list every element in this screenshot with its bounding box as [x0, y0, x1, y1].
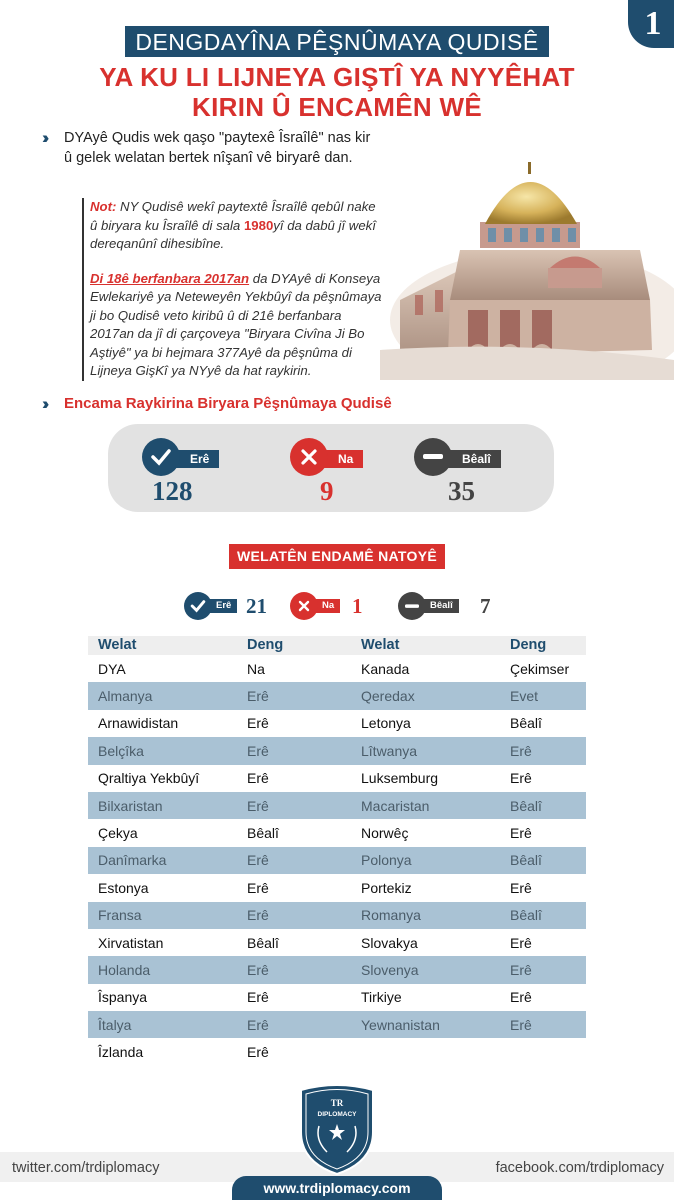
- cell-country: Holanda: [88, 956, 237, 983]
- headline-line-2: KIRIN Û ENCAMÊN WÊ: [192, 92, 482, 122]
- results-heading: [42, 394, 392, 414]
- table-row: [88, 956, 586, 983]
- nato-abstain-count: 7: [480, 594, 491, 618]
- intro-text: [64, 128, 370, 168]
- cell-country: Slovenya: [351, 956, 500, 983]
- cell-country: Qeredax: [351, 682, 500, 709]
- cell-country: Kanada: [351, 655, 500, 682]
- column-header-vote: Deng: [500, 636, 586, 655]
- twitter-link[interactable]: twitter.com/trdiplomacy: [12, 1160, 160, 1176]
- intro-bullet: [42, 128, 372, 168]
- cell-country: Xirvatistan: [88, 929, 237, 956]
- cell-vote: Erê: [237, 847, 351, 874]
- cell-vote: Erê: [500, 929, 586, 956]
- cell-country: Tirkiye: [351, 984, 500, 1011]
- cell-country: Letonya: [351, 710, 500, 737]
- vote-results-bar: [108, 424, 554, 512]
- cell-vote: Erê: [500, 874, 586, 901]
- cell-vote: Bêalî: [500, 710, 586, 737]
- cell-country: Norwêç: [351, 819, 500, 846]
- note-p1-b: yî da dabû jî wekî dereqanûnî dihesibîne.: [90, 217, 376, 251]
- table-row: [88, 792, 586, 819]
- cell-vote: Erê: [237, 710, 351, 737]
- cell-vote: Erê: [237, 984, 351, 1011]
- cell-country: Arnawidistan: [88, 710, 237, 737]
- cell-vote: Erê: [237, 1011, 351, 1038]
- minus-icon: [414, 438, 452, 476]
- table-row: [88, 765, 586, 792]
- cell-vote: Na: [237, 655, 351, 682]
- svg-text:DIPLOMACY: DIPLOMACY: [317, 1111, 357, 1118]
- chevron-right-icon: ››: [42, 128, 46, 147]
- note-paragraph-1: [90, 198, 382, 254]
- note-p2-rest: da DYAyê di Konseya Ewlekariyê ya Neteweyên Yekbûyî da pêşnûmaya ji bo Qudisê veto kiribû û di 21ê berfanbara 2017an da jî di çarçoveya "Biryara Civîna Ji Bo Aştiyê" ya bi hejmara 377Ayê da pêşnûma di Lijneya GişKî ya NYyê da hat raykirin.: [90, 270, 382, 378]
- nato-members-table: [88, 636, 586, 1066]
- column-header-country: Welat: [88, 636, 237, 655]
- vote-no-label: Na: [320, 450, 363, 468]
- table-row: [88, 1011, 586, 1038]
- check-icon: [184, 592, 212, 620]
- nato-no: [290, 592, 370, 620]
- cell-country: Qraltiya Yekbûyî: [88, 765, 237, 792]
- table-row: [88, 710, 586, 737]
- cell-country: Belçîka: [88, 737, 237, 764]
- minus-icon: [398, 592, 426, 620]
- page-number-badge: 1: [628, 0, 674, 48]
- cell-country: Macaristan: [351, 792, 500, 819]
- cell-vote: Erê: [237, 874, 351, 901]
- x-icon: [290, 592, 318, 620]
- cell-country: [351, 1038, 500, 1065]
- headline: [0, 62, 674, 122]
- cell-country: Danîmarka: [88, 847, 237, 874]
- cell-country: Romanya: [351, 902, 500, 929]
- tr-diplomacy-emblem: [297, 1080, 377, 1176]
- note-paragraph-2: [90, 270, 382, 381]
- cell-vote: [500, 1038, 586, 1065]
- table-row: [88, 682, 586, 709]
- nato-abstain-label: Bêalî: [420, 599, 459, 613]
- cell-vote: Erê: [237, 792, 351, 819]
- nato-no-count: 1: [352, 594, 363, 618]
- vote-abstain-count: 35: [448, 476, 475, 506]
- cell-country: Slovakya: [351, 929, 500, 956]
- cell-country: Îtalya: [88, 1011, 237, 1038]
- table-body: [88, 655, 586, 1066]
- table-row: [88, 819, 586, 846]
- vote-yes-count: 128: [152, 476, 193, 506]
- cell-vote: Erê: [237, 737, 351, 764]
- cell-country: Almanya: [88, 682, 237, 709]
- nato-no-label: Na: [312, 599, 340, 613]
- cell-country: Portekiz: [351, 874, 500, 901]
- cell-country: Estonya: [88, 874, 237, 901]
- vote-abstain-label: Bêalî: [444, 450, 501, 468]
- cell-vote: Bêalî: [500, 792, 586, 819]
- cell-vote: Erê: [237, 902, 351, 929]
- table-row: [88, 655, 586, 682]
- table-row: [88, 847, 586, 874]
- cell-vote: Erê: [500, 1011, 586, 1038]
- svg-text:TR: TR: [330, 1098, 344, 1108]
- cell-country: DYA: [88, 655, 237, 682]
- note-box: [82, 198, 382, 381]
- cell-country: Polonya: [351, 847, 500, 874]
- cell-vote: Evet: [500, 682, 586, 709]
- cell-vote: Bêalî: [500, 847, 586, 874]
- header-kicker: DENGDAYÎNA PÊŞNÛMAYA QUDISÊ: [125, 26, 548, 57]
- nato-abstain: [398, 592, 498, 620]
- cell-vote: Erê: [500, 819, 586, 846]
- cell-vote: Erê: [500, 737, 586, 764]
- cell-vote: Bêalî: [237, 819, 351, 846]
- cell-country: Yewnanistan: [351, 1011, 500, 1038]
- cell-vote: Erê: [237, 682, 351, 709]
- table-row: [88, 737, 586, 764]
- note-label: Not:: [90, 199, 117, 214]
- table-header-row: [88, 636, 586, 655]
- nato-yes-label: Erê: [206, 599, 237, 613]
- cell-country: Luksemburg: [351, 765, 500, 792]
- nato-yes-count: 21: [246, 594, 267, 618]
- cell-vote: Erê: [500, 956, 586, 983]
- vote-yes-label: Erê: [172, 450, 219, 468]
- vote-no-count: 9: [320, 476, 334, 506]
- cell-vote: Erê: [500, 765, 586, 792]
- table-row: [88, 874, 586, 901]
- nato-label-wrap: [0, 544, 674, 569]
- check-icon: [142, 438, 180, 476]
- note-date: Di 18ê berfanbara 2017an: [90, 270, 250, 286]
- nato-label: WELATÊN ENDAMÊ NATOYÊ: [229, 544, 445, 569]
- table-row: [88, 984, 586, 1011]
- nato-yes: [184, 592, 274, 620]
- table-row: [88, 1038, 586, 1065]
- table-row: [88, 902, 586, 929]
- cell-vote: Bêalî: [237, 929, 351, 956]
- cell-country: Lîtwanya: [351, 737, 500, 764]
- cell-country: Bilxaristan: [88, 792, 237, 819]
- cell-vote: Bêalî: [500, 902, 586, 929]
- cell-vote: Erê: [237, 956, 351, 983]
- results-heading-text: Encama Raykirina Biryara Pêşnûmaya Qudisê: [64, 395, 392, 412]
- cell-vote: Erê: [237, 1038, 351, 1065]
- column-header-country: Welat: [351, 636, 500, 655]
- chevron-right-icon: ››: [42, 394, 46, 413]
- facebook-link[interactable]: facebook.com/trdiplomacy: [495, 1160, 664, 1176]
- headline-line-1: YA KU LI LIJNEYA GIŞTÎ YA NYYÊHAT: [99, 62, 575, 92]
- website-link[interactable]: www.trdiplomacy.com: [232, 1176, 442, 1200]
- cell-vote: Çekimser: [500, 655, 586, 682]
- cell-country: Fransa: [88, 902, 237, 929]
- intro-text-line-2: û gelek welatan bertek nîşanî vê biryarê dan.: [64, 150, 353, 166]
- note-p1-a: NY Qudisê wekî paytextê Îsraîlê qebûl nake û biryara ku Îsraîlê di sala: [90, 199, 376, 233]
- cell-country: Îzlanda: [88, 1038, 237, 1065]
- cell-vote: Erê: [237, 765, 351, 792]
- note-year: 1980: [243, 217, 274, 233]
- cell-vote: Erê: [500, 984, 586, 1011]
- intro-text-line-1: DYAyê Qudis wek qaşo "paytexê Îsraîlê" nas kir: [64, 130, 371, 146]
- table-row: [88, 929, 586, 956]
- cell-country: Çekya: [88, 819, 237, 846]
- header-kicker-wrap: [0, 26, 674, 57]
- dome-of-the-rock-illustration: [380, 150, 674, 380]
- x-icon: [290, 438, 328, 476]
- cell-country: Îspanya: [88, 984, 237, 1011]
- column-header-vote: Deng: [237, 636, 351, 655]
